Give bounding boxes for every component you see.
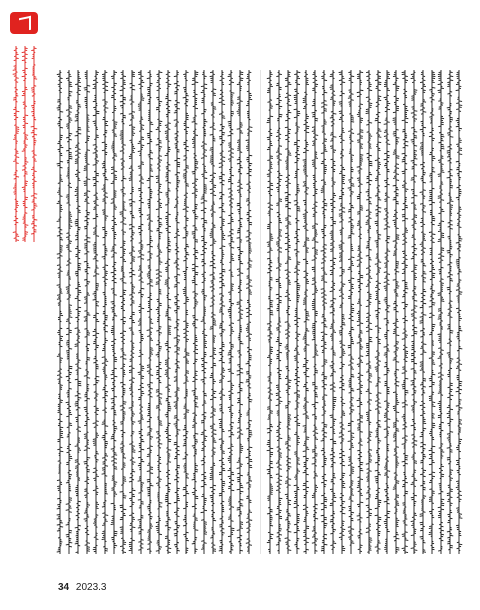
text-column bbox=[129, 70, 136, 554]
text-column bbox=[147, 70, 154, 554]
text-column bbox=[321, 70, 328, 554]
text-column bbox=[402, 70, 409, 554]
running-title bbox=[12, 44, 40, 244]
text-column bbox=[447, 70, 454, 554]
text-column bbox=[174, 70, 181, 554]
text-column bbox=[165, 70, 172, 554]
text-column bbox=[93, 70, 100, 554]
text-column bbox=[384, 70, 391, 554]
text-column bbox=[456, 70, 463, 554]
text-column bbox=[201, 70, 208, 554]
page-footer bbox=[58, 582, 107, 593]
text-column bbox=[156, 70, 163, 554]
text-column bbox=[294, 70, 301, 554]
text-column bbox=[348, 70, 355, 554]
running-title-column bbox=[13, 46, 20, 242]
text-column bbox=[219, 70, 226, 554]
text-column bbox=[66, 70, 73, 554]
text-column bbox=[183, 70, 190, 554]
text-column bbox=[267, 70, 274, 554]
text-column bbox=[84, 70, 91, 554]
text-column bbox=[312, 70, 319, 554]
text-column bbox=[138, 70, 145, 554]
magazine-logo-icon bbox=[10, 12, 38, 34]
text-column bbox=[438, 70, 445, 554]
text-column-block-left bbox=[56, 68, 256, 556]
text-column bbox=[420, 70, 427, 554]
text-column bbox=[237, 70, 244, 554]
text-column bbox=[330, 70, 337, 554]
text-column bbox=[57, 70, 64, 554]
text-column-block-right bbox=[266, 68, 466, 556]
text-column bbox=[102, 70, 109, 554]
issue-number: 2023.3 bbox=[75, 582, 107, 593]
text-column bbox=[75, 70, 82, 554]
text-column bbox=[339, 70, 346, 554]
page-number: 34 bbox=[58, 582, 70, 593]
text-column bbox=[210, 70, 217, 554]
text-column bbox=[111, 70, 118, 554]
text-column bbox=[246, 70, 253, 554]
text-column bbox=[375, 70, 382, 554]
text-column bbox=[276, 70, 283, 554]
column-gutter bbox=[260, 70, 261, 554]
text-column bbox=[228, 70, 235, 554]
text-column bbox=[411, 70, 418, 554]
text-column bbox=[393, 70, 400, 554]
running-title-column bbox=[22, 46, 29, 242]
text-column bbox=[357, 70, 364, 554]
running-title-column bbox=[31, 46, 38, 242]
text-column bbox=[366, 70, 373, 554]
text-column bbox=[192, 70, 199, 554]
text-column bbox=[429, 70, 436, 554]
text-column bbox=[303, 70, 310, 554]
text-column bbox=[120, 70, 127, 554]
text-column bbox=[285, 70, 292, 554]
running-head bbox=[4, 6, 44, 286]
